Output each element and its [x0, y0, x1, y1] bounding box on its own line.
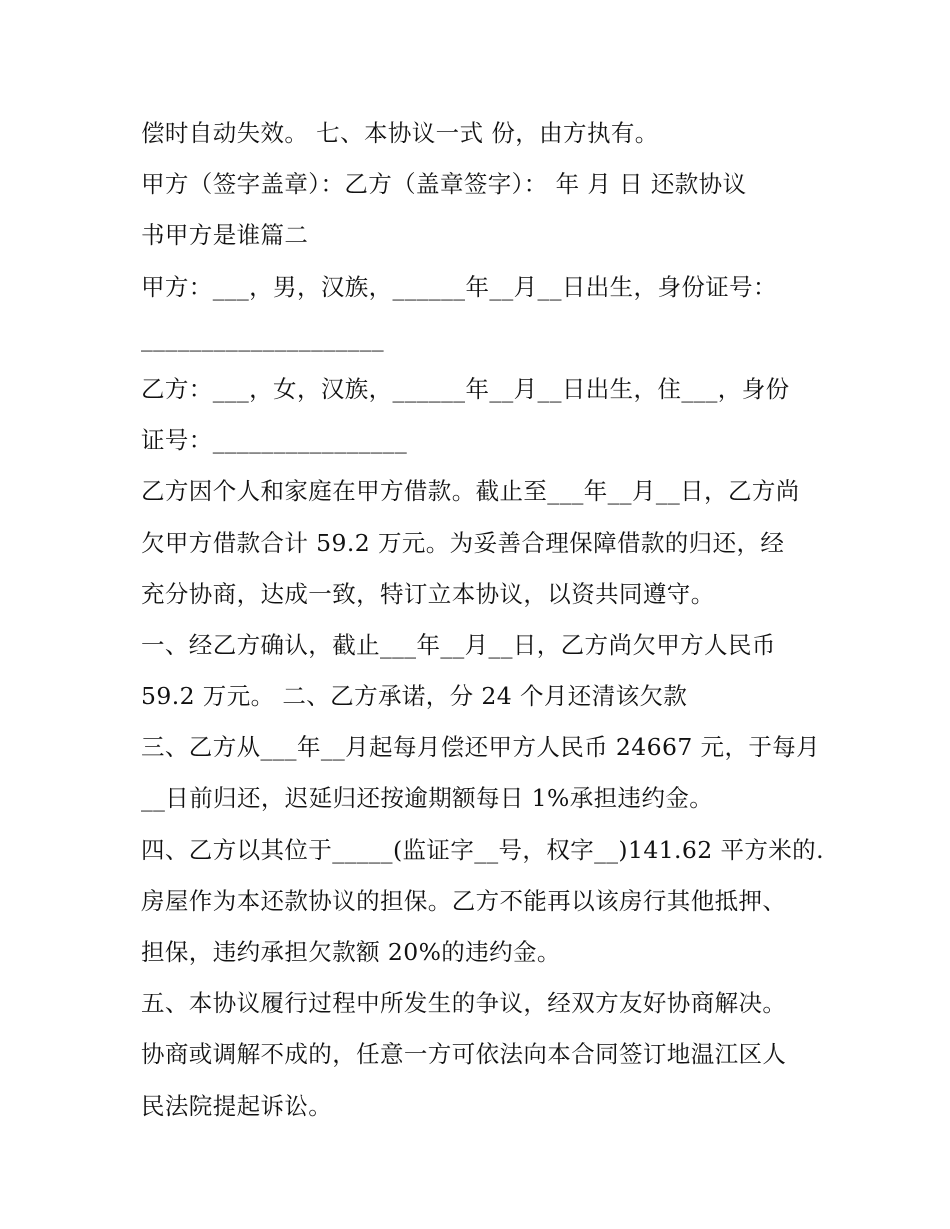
- text-line: 偿时自动失效。 七、本协议一式 份，由方执有。: [141, 119, 659, 147]
- text-line: 乙方因个人和家庭在甲方借款。截止至___年__月__日，乙方尚: [141, 477, 800, 506]
- text-line: 欠甲方借款合计 59.2 万元。为妥善合理保障借款的归还，经: [141, 528, 785, 557]
- text-line: 担保，违约承担欠款额 20%的违约金。: [141, 938, 561, 966]
- text-line: 民法院提起诉讼。: [141, 1091, 333, 1120]
- document-body: [141, 108, 824, 1132]
- text-line: 59.2 万元。 二、乙方承诺，分 24 个月还清该欠款: [141, 682, 688, 711]
- text-line: 书甲方是谁篇二: [141, 221, 309, 250]
- text-line: 房屋作为本还款协议的担保。乙方不能再以该房行其他抵押、: [141, 886, 787, 915]
- text-line: 五、本协议履行过程中所发生的争议，经双方友好协商解决。: [141, 989, 787, 1018]
- text-line: 证号：________________: [141, 426, 408, 455]
- text-line: 充分协商，达成一致，特订立本协议，以资共同遵守。: [141, 579, 715, 608]
- text-line: 甲方（签字盖章）：乙方（盖章签字）： 年 月 日 还款协议: [141, 170, 747, 199]
- text-line: 协商或调解不成的，任意一方可依法向本合同签订地温江区人: [141, 1040, 787, 1069]
- text-line: __日前归还，迟延归还按逾期额每日 1%承担违约金。: [141, 784, 714, 813]
- text-line: 一、经乙方确认，截止___年__月__日，乙方尚欠甲方人民币: [141, 630, 776, 659]
- text-line: 乙方：___，女，汉族，______年__月__日出生，住___，身份: [141, 374, 790, 403]
- text-line: ____________________: [141, 323, 384, 352]
- text-line: 三、乙方从___年__月起每月偿还甲方人民币 24667 元，于每月: [141, 733, 821, 762]
- text-line: 四、乙方以其位于_____(监证字__号，权字__)141.62 平方米的.: [141, 835, 824, 864]
- text-line: 甲方：___，男，汉族，______年__月__日出生，身份证号：: [141, 272, 777, 301]
